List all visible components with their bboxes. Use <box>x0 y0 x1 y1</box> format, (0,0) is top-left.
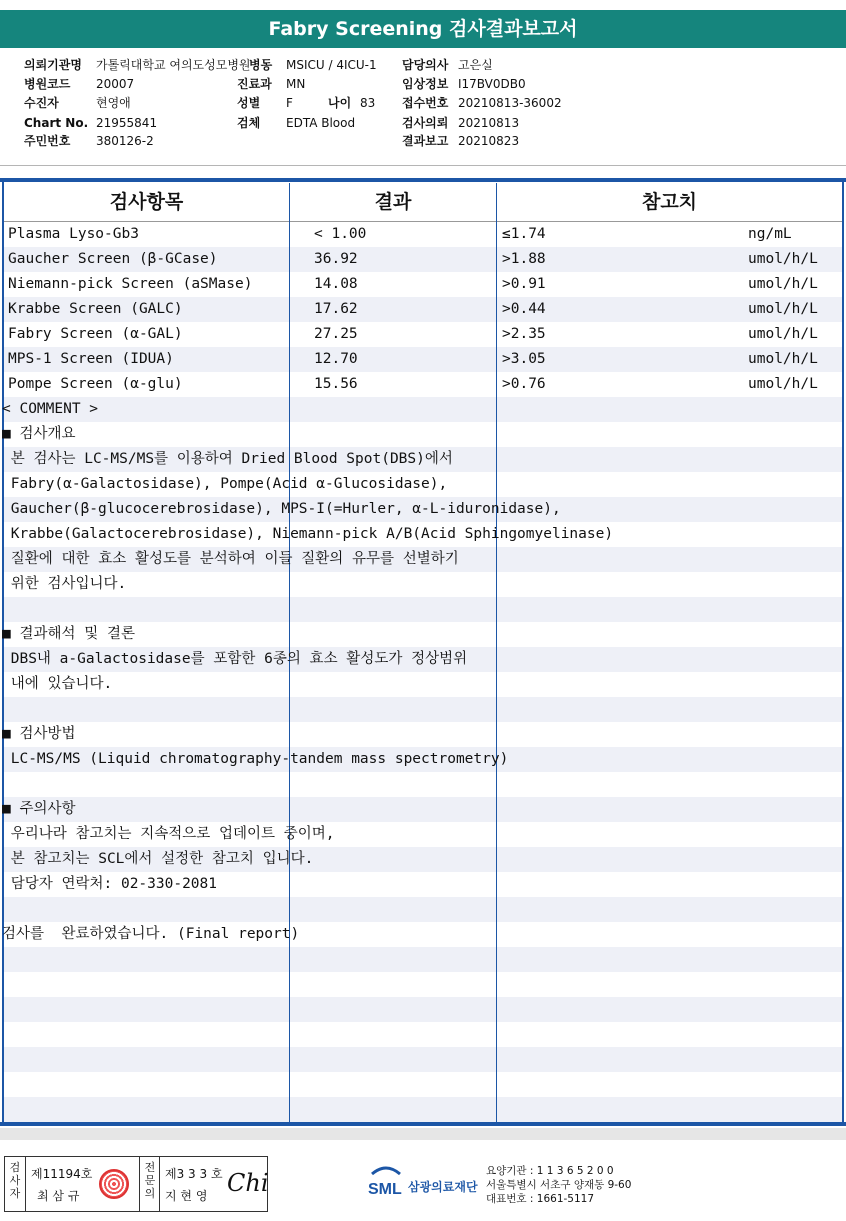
info-label: 성별 <box>237 96 261 110</box>
test-item: Krabbe Screen (GALC) <box>8 301 183 317</box>
info-label: 결과보고 <box>402 134 449 148</box>
info-label: Chart No. <box>24 116 89 130</box>
comment-line: DBS내 a-Galactosidase를 포함한 6종의 효소 활성도가 정상범위 <box>2 651 468 667</box>
reference-range: >3.05 <box>502 351 546 367</box>
info-label: 검사의뢰 <box>402 116 449 130</box>
info-value: I17BV0DB0 <box>458 77 526 91</box>
reference-range: >2.35 <box>502 326 546 342</box>
unit: ng/mL <box>748 226 792 242</box>
comment-line: Gaucher(β-glucocerebrosidase), MPS-I(=Hurler, α-L-iduronidase), <box>2 501 561 517</box>
test-result: 14.08 <box>314 276 358 292</box>
test-result: < 1.00 <box>314 226 367 242</box>
comment-line: 위한 검사입니다. <box>2 576 127 592</box>
reference-range: ≤1.74 <box>502 226 546 242</box>
comment-line: ■ 검사방법 <box>2 726 76 742</box>
info-label: 검체 <box>237 116 261 130</box>
test-item: Plasma Lyso-Gb3 <box>8 226 139 242</box>
row-stripe <box>4 947 842 972</box>
header-test-item: 검사항목 <box>4 183 289 222</box>
reference-range: >0.76 <box>502 376 546 392</box>
reference-range: >0.91 <box>502 276 546 292</box>
info-label: 접수번호 <box>402 96 449 110</box>
test-item: Gaucher Screen (β-GCase) <box>8 251 218 267</box>
signature: Chi <box>227 1169 269 1197</box>
info-label: 병동 <box>249 58 273 72</box>
header-reference: 참고치 <box>497 183 842 222</box>
inspector-license: 제11194호 <box>31 1167 93 1181</box>
info-label: 의뢰기관명 <box>24 58 82 72</box>
info-value: 380126-2 <box>96 134 154 148</box>
info-label: 나이 <box>328 96 352 110</box>
info-label: 수진자 <box>24 96 59 110</box>
org-name: 삼광의료재단 <box>408 1180 478 1194</box>
comment-line: 우리나라 참고치는 지속적으로 업데이트 중이며, <box>2 826 335 842</box>
row-stripe <box>4 697 842 722</box>
info-label: 진료과 <box>237 77 272 91</box>
comment-line: 내에 있습니다. <box>2 676 113 692</box>
test-item: MPS-1 Screen (IDUA) <box>8 351 174 367</box>
test-item: Pompe Screen (α-glu) <box>8 376 183 392</box>
column-divider <box>496 183 497 1122</box>
unit: umol/h/L <box>748 251 818 267</box>
comment-line: ■ 주의사항 <box>2 801 76 817</box>
unit: umol/h/L <box>748 301 818 317</box>
patient-info <box>0 50 846 162</box>
seal-stamp <box>99 1169 129 1199</box>
unit: umol/h/L <box>748 276 818 292</box>
info-value: 20210813 <box>458 116 520 130</box>
comment-line: 검사를 완료하였습니다. (Final report) <box>2 926 300 942</box>
test-result: 27.25 <box>314 326 358 342</box>
info-value: 가톨릭대학교 여의도성모병원 <box>96 58 251 72</box>
signature-box <box>4 1156 268 1212</box>
info-value: 20007 <box>96 77 135 91</box>
info-label: 담당의사 <box>402 58 449 72</box>
report-title: Fabry Screening 검사결과보고서 <box>0 10 846 48</box>
inspector-vertical-label: 검사자 <box>9 1161 21 1200</box>
doctor-name: 지 현 영 <box>165 1189 208 1203</box>
comment-line: Fabry(α-Galactosidase), Pompe(Acid α-Glucosidase), <box>2 476 448 492</box>
test-result: 17.62 <box>314 301 358 317</box>
info-label: 병원코드 <box>24 77 71 91</box>
address-line: 요양기관 : 1 1 3 6 5 2 0 0 <box>486 1165 614 1177</box>
info-value: 고은실 <box>458 58 493 72</box>
info-value: F <box>286 96 293 110</box>
reference-range: >0.44 <box>502 301 546 317</box>
comment-line: 질환에 대한 효소 활성도를 분석하여 이들 질환의 유무를 선별하기 <box>2 551 459 567</box>
info-value: 20210823 <box>458 134 520 148</box>
row-stripe <box>4 397 842 422</box>
comment-line: < COMMENT > <box>2 401 99 417</box>
row-stripe <box>4 897 842 922</box>
test-result: 15.56 <box>314 376 358 392</box>
comment-line: 담당자 연락처: 02-330-2081 <box>2 876 217 892</box>
info-value: MN <box>286 77 306 91</box>
row-stripe <box>4 1047 842 1072</box>
row-stripe <box>4 1097 842 1122</box>
comment-line: ■ 검사개요 <box>2 426 76 442</box>
header-result: 결과 <box>290 183 496 222</box>
table-top-border <box>0 178 846 182</box>
address-line: 대표번호 : 1661-5117 <box>486 1193 595 1205</box>
row-stripe <box>4 597 842 622</box>
row-stripe <box>4 797 842 822</box>
table-bottom-border <box>0 1122 846 1126</box>
reference-range: >1.88 <box>502 251 546 267</box>
comment-line: ■ 결과해석 및 결론 <box>2 626 135 642</box>
doctor-license: 제3 3 3 호 <box>165 1167 223 1181</box>
info-value: MSICU / 4ICU-1 <box>286 58 377 72</box>
inspector-name: 최 삼 규 <box>37 1189 80 1203</box>
test-result: 36.92 <box>314 251 358 267</box>
info-value: EDTA Blood <box>286 116 356 130</box>
info-value: 83 <box>360 96 376 110</box>
sml-logo-icon <box>366 1164 406 1200</box>
row-stripe <box>4 997 842 1022</box>
doctor-vertical-label: 전문의 <box>144 1161 156 1200</box>
test-result: 12.70 <box>314 351 358 367</box>
comment-line: 본 검사는 LC-MS/MS를 이용하여 Dried Blood Spot(DBS)에서 <box>2 451 453 467</box>
info-label: 임상정보 <box>402 77 449 91</box>
comment-line: 본 참고치는 SCL에서 설정한 참고치 입니다. <box>2 851 314 867</box>
org-address <box>486 1164 631 1206</box>
info-value: 21955841 <box>96 116 158 130</box>
footer-band <box>0 1128 846 1140</box>
test-item: Niemann-pick Screen (aSMase) <box>8 276 253 292</box>
info-value: 현영애 <box>96 96 131 110</box>
info-label: 주민번호 <box>24 134 71 148</box>
comment-line: LC-MS/MS (Liquid chromatography-tandem mass spectrometry) <box>2 751 509 767</box>
logo-text: SML <box>368 1181 402 1198</box>
divider <box>0 165 846 166</box>
unit: umol/h/L <box>748 351 818 367</box>
unit: umol/h/L <box>748 326 818 342</box>
address-line: 서울특별시 서초구 양재동 9-60 <box>486 1179 632 1191</box>
comment-line: Krabbe(Galactocerebrosidase), Niemann-pick A/B(Acid Sphingomyelinase) <box>2 526 614 542</box>
test-item: Fabry Screen (α-GAL) <box>8 326 183 342</box>
unit: umol/h/L <box>748 376 818 392</box>
info-value: 20210813-36002 <box>458 96 562 110</box>
